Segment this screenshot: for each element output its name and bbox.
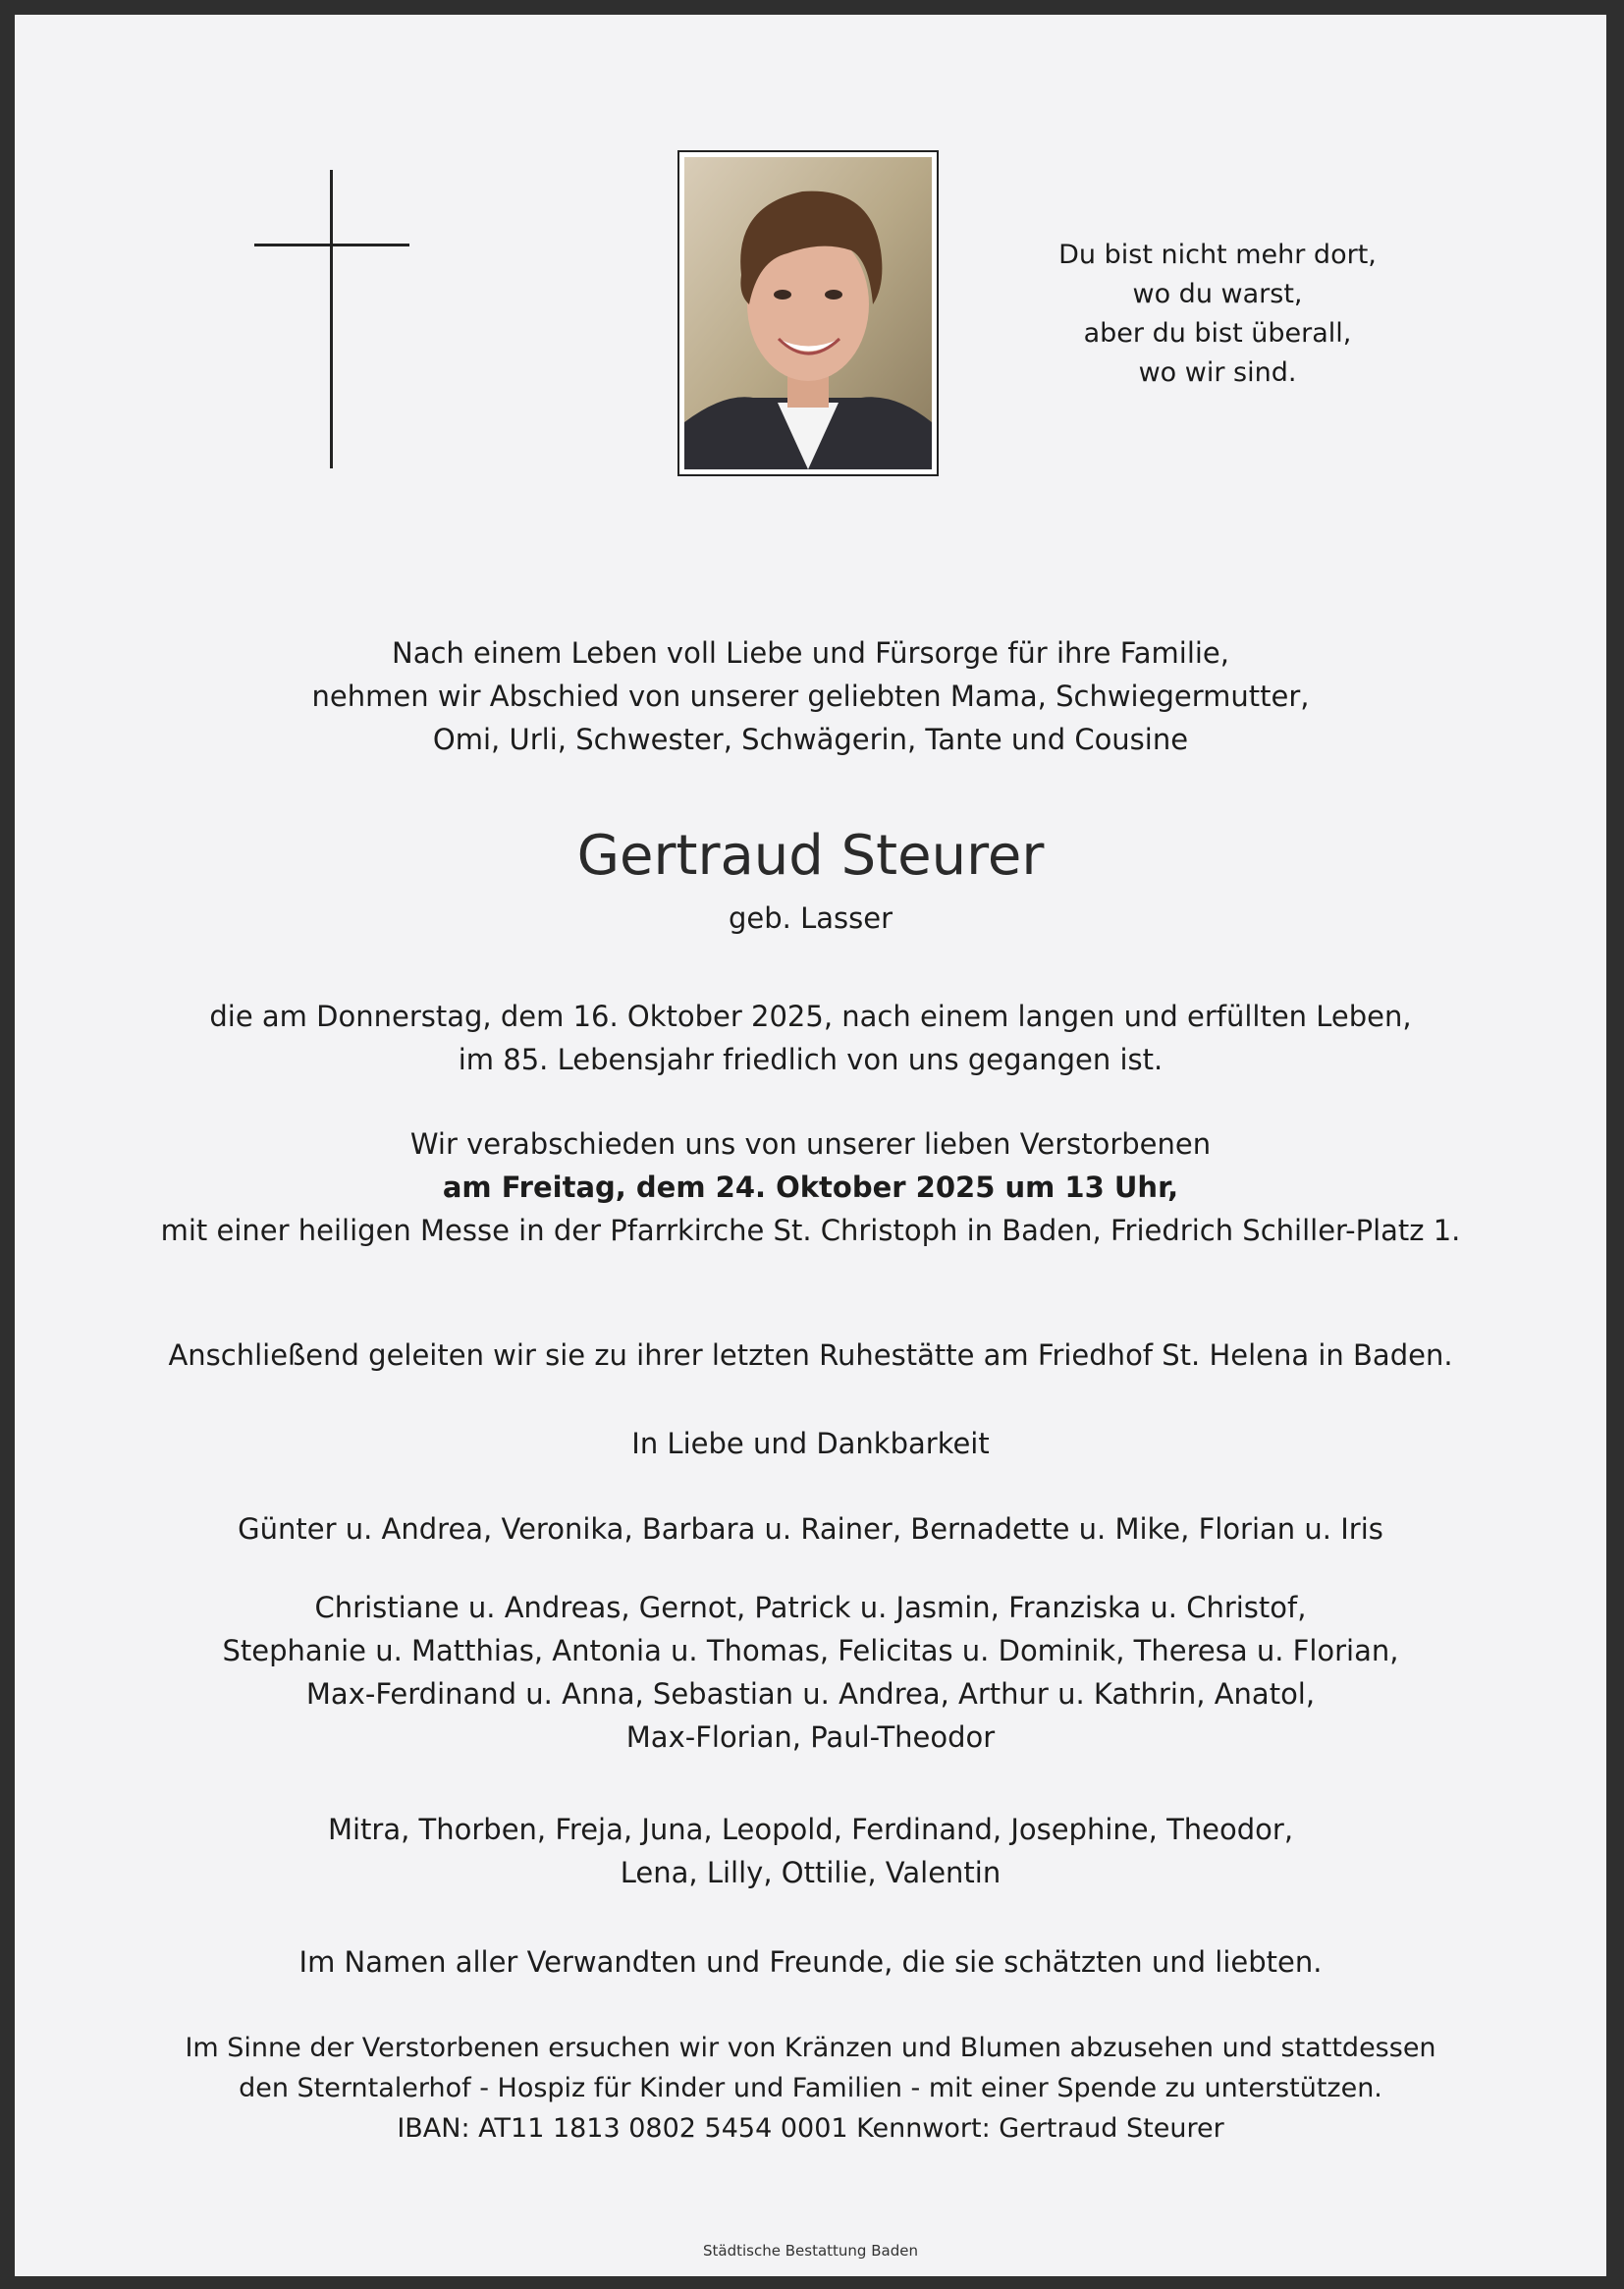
- footer-funeral-home: Städtische Bestattung Baden: [703, 2242, 918, 2260]
- farewell-line: Wir verabschieden uns von unserer lieben Verstorbenen: [409, 1127, 1212, 1161]
- cross-icon: [330, 170, 333, 468]
- poem-line: wo wir sind.: [1138, 357, 1297, 388]
- gratitude-text: In Liebe und Dankbarkeit: [631, 1427, 990, 1460]
- death-line: die am Donnerstag, dem 16. Oktober 2025, nach einem langen und erfüllten Leben,: [209, 1000, 1412, 1033]
- farewell-location: mit einer heiligen Messe in der Pfarrkirche St. Christoph in Baden, Friedrich Schiller-Platz 1.: [160, 1214, 1461, 1247]
- donation-line: Im Sinne der Verstorbenen ersuchen wir von Kränzen und Blumen abzusehen und stattdessen: [185, 2033, 1436, 2063]
- portrait-photo: [677, 150, 939, 476]
- deceased-name: Gertraud Steurer: [576, 824, 1045, 888]
- intro-line: Omi, Urli, Schwester, Schwägerin, Tante und Cousine: [432, 723, 1189, 756]
- grandchildren-line: Christiane u. Andreas, Gernot, Patrick u. Jasmin, Franziska u. Christof,: [314, 1591, 1307, 1624]
- death-line: im 85. Lebensjahr friedlich von uns gegangen ist.: [458, 1043, 1164, 1076]
- farewell-info: [15, 1122, 1606, 1252]
- grandchildren-line: Stephanie u. Matthias, Antonia u. Thomas, Felicitas u. Dominik, Theresa u. Florian,: [222, 1634, 1399, 1667]
- intro-line: Nach einem Leben voll Liebe und Fürsorge für ihre Familie,: [392, 636, 1229, 670]
- donation-line: den Sterntalerhof - Hospiz für Kinder und Familien - mit einer Spende zu unterstützen.: [239, 2073, 1382, 2103]
- poem-line: aber du bist überall,: [1083, 318, 1352, 349]
- burial-text: Anschließend geleiten wir sie zu ihrer letzten Ruhestätte am Friedhof St. Helena in Baden.: [168, 1338, 1453, 1372]
- grandchildren-names: [15, 1586, 1606, 1759]
- intro-text: [15, 631, 1606, 761]
- death-notice: [15, 995, 1606, 1081]
- great-grandchildren-line: Lena, Lilly, Ottilie, Valentin: [620, 1856, 1001, 1889]
- relatives-text: Im Namen aller Verwandten und Freunde, die sie schätzten und liebten.: [298, 1945, 1323, 1979]
- children-names: Günter u. Andrea, Veronika, Barbara u. Rainer, Bernadette u. Mike, Florian u. Iris: [238, 1512, 1383, 1546]
- obituary-page: [15, 15, 1606, 2276]
- intro-line: nehmen wir Abschied von unserer geliebten Mama, Schwiegermutter,: [311, 680, 1310, 713]
- poem-line: wo du warst,: [1132, 279, 1303, 309]
- cross-icon-bar: [254, 244, 409, 246]
- great-grandchildren-names: [15, 1808, 1606, 1894]
- donation-iban: IBAN: AT11 1813 0802 5454 0001 Kennwort: Gertraud Steurer: [397, 2113, 1224, 2144]
- grandchildren-line: Max-Ferdinand u. Anna, Sebastian u. Andrea, Arthur u. Kathrin, Anatol,: [305, 1677, 1316, 1711]
- maiden-name: geb. Lasser: [728, 901, 893, 935]
- farewell-date: am Freitag, dem 24. Oktober 2025 um 13 Uhr,: [442, 1171, 1179, 1204]
- poem-line: Du bist nicht mehr dort,: [1058, 240, 1377, 270]
- poem: [1056, 236, 1380, 393]
- donation-text: [15, 2028, 1606, 2149]
- great-grandchildren-line: Mitra, Thorben, Freja, Juna, Leopold, Ferdinand, Josephine, Theodor,: [327, 1813, 1294, 1846]
- grandchildren-line: Max-Florian, Paul-Theodor: [625, 1720, 996, 1754]
